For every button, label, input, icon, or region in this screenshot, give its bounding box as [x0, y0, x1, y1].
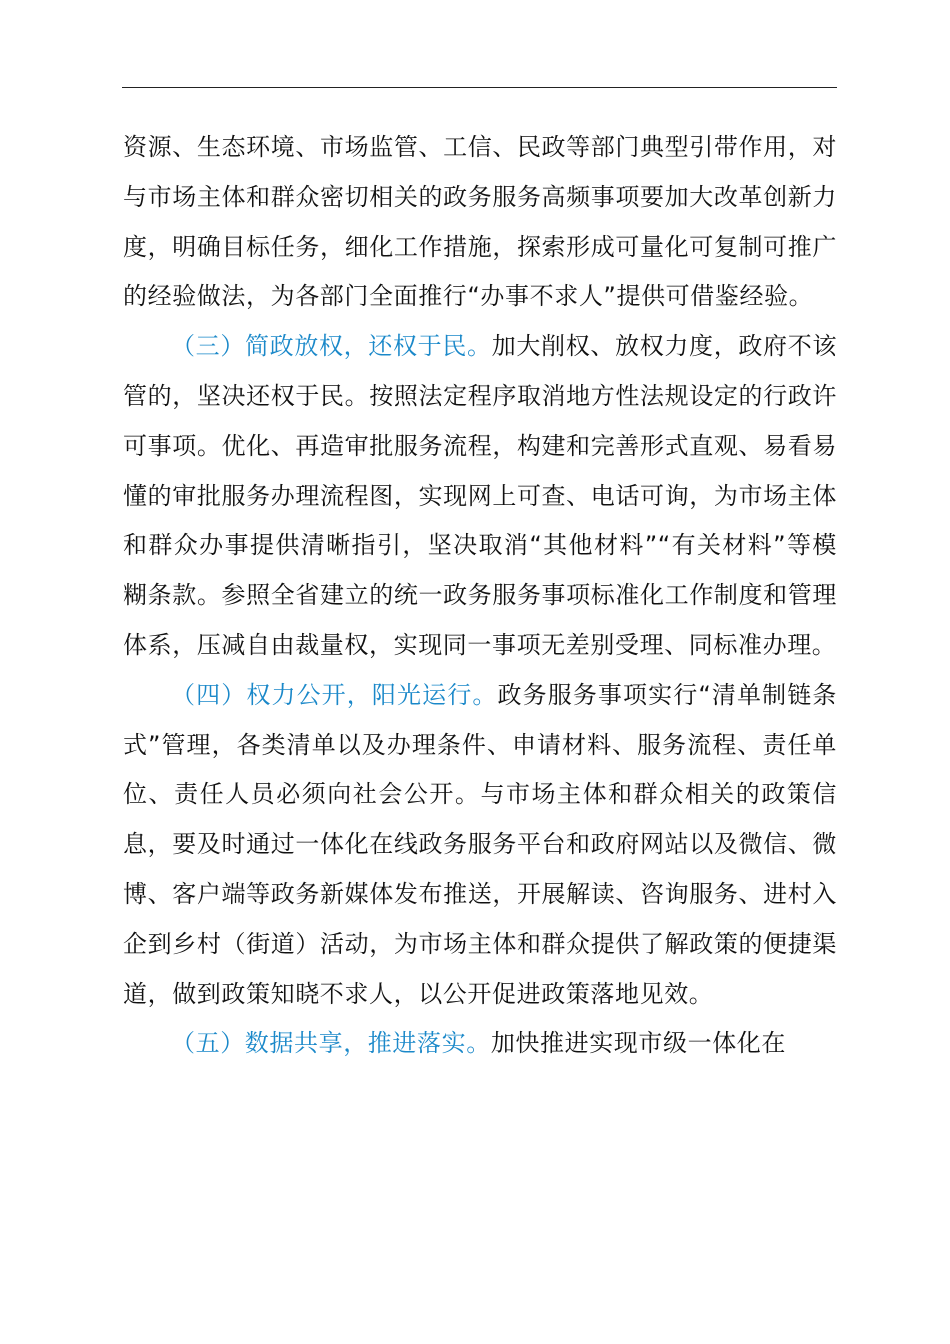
section-heading: （五）数据共享，推进落实。	[171, 1029, 491, 1058]
paragraph-text: 加大削权、放权力度，政府不该管的，坚决还权于民。按照法定程序取消地方性法规设定的行政许可事项。优化、再造审批服务流程，构建和完善形式直观、易看易懂的审批服务办理流程图，实现网上可查、电话可询，为市场主体和群众办事提供清晰指引，坚决取消“其他材料”“有关材料”等模糊条款。参照全省建立的统一政务服务事项标准化工作制度和管理体系，压减自由裁量权，实现同一事项无差别受理、同标准办理。	[123, 332, 837, 659]
section-heading: （四）权力公开，阳光运行。	[171, 680, 498, 709]
paragraph-text: 资源、生态环境、市场监管、工信、民政等部门典型引带作用，对与市场主体和群众密切相关的政务服务高频事项要加大改革创新力度，明确目标任务，细化工作措施，探索形成可量化可复制可推广的经验做法，为各部门全面推行“办事不求人”提供可借鉴经验。	[123, 133, 837, 311]
paragraph-text: 加快推进实现市级一体化在	[490, 1029, 787, 1058]
section-heading: （三）简政放权，还权于民。	[171, 332, 492, 361]
paragraph-section-4	[123, 671, 837, 1020]
paragraph-continued	[123, 123, 837, 322]
header-rule	[122, 87, 837, 88]
paragraph-section-3	[123, 322, 837, 671]
paragraph-section-5	[123, 1019, 837, 1069]
paragraph-text: 政务服务事项实行“清单制链条式”管理，各类清单以及办理条件、申请材料、服务流程、责任单位、责任人员必须向社会公开。与市场主体和群众相关的政策信息，要及时通过一体化在线政务服务平台和政府网站以及微信、微博、客户端等政务新媒体发布推送，开展解读、咨询服务、进村入企到乡村（街道）活动，为市场主体和群众提供了解政策的便捷渠道，做到政策知晓不求人，以公开促进政策落地见效。	[123, 680, 837, 1008]
document-body	[123, 123, 837, 1069]
